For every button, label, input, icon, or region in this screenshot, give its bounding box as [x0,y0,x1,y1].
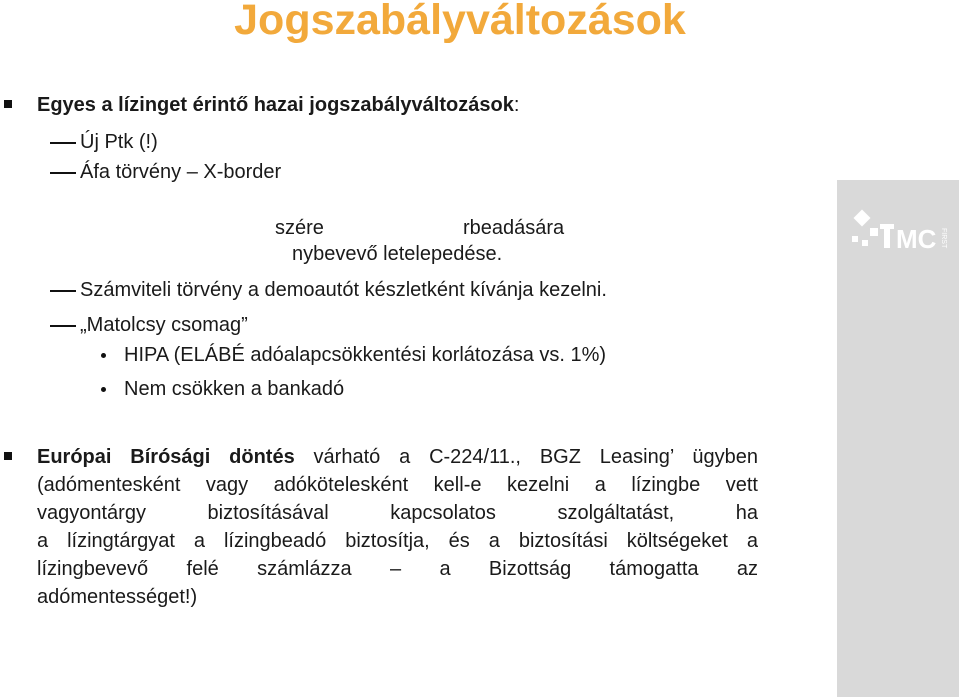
bullet-heading-colon: : [513,94,520,116]
paragraph-line: lízingbevevő felé számlázza – a Bizottság támogatta az [37,558,758,580]
logo-letters: MC [896,224,937,254]
sub-item-ptk: Új Ptk (!) [80,131,158,153]
paragraph-line-text: várható a C-224/11., BGZ Leasing’ ügyben [294,446,758,468]
paragraph-line [37,443,758,471]
logo-side-text: FIRST [940,228,947,249]
square-bullet-icon [4,452,12,460]
sub-item-matolcsy: „Matolcsy csomag” [80,314,248,336]
sub-item-szamviteli: Számviteli törvény a demoautót készletként kívánja kezelni. [80,279,607,301]
square-bullet-icon [4,100,12,108]
paragraph-line: adómentességet!) [37,586,198,608]
dash-bullet-icon [50,290,76,292]
fragment-text-b: rbeadására [463,217,565,239]
page-title: Jogszabályváltozások [234,0,686,44]
bullet-heading [37,93,519,117]
subsub-item-hipa: HIPA (ELÁBÉ adóalapcsökkentési korlátozása vs. 1%) [124,344,607,366]
dash-bullet-icon [50,325,76,327]
sub-item-afa: Áfa törvény – X-border [80,161,282,183]
fragment-text-a: szére [275,217,324,239]
court-decision-paragraph [37,443,758,611]
paragraph-line: vagyontárgy biztosításával kapcsolatos szolgáltatást, ha [37,502,758,524]
paragraph-line: a lízingtárgyat a lízingbeadó biztosítja, és a biztosítási költségeket a [37,530,758,552]
paragraph-line: (adómentesként vagy adókötelesként kell-e kezelni a lízingbe vett [37,474,758,496]
company-logo [850,206,950,266]
subsub-item-bankado: Nem csökken a bankadó [124,378,345,400]
bullet-heading-bold: Egyes a lízinget érintő hazai jogszabályváltozások [37,94,514,116]
fragment-text-c: nybevevő letelepedése. [292,243,503,265]
dash-bullet-icon [50,142,76,144]
dash-bullet-icon [50,172,76,174]
dot-bullet-icon [101,353,106,358]
dot-bullet-icon [101,387,106,392]
paragraph-bold: Európai Bírósági döntés [37,446,295,468]
